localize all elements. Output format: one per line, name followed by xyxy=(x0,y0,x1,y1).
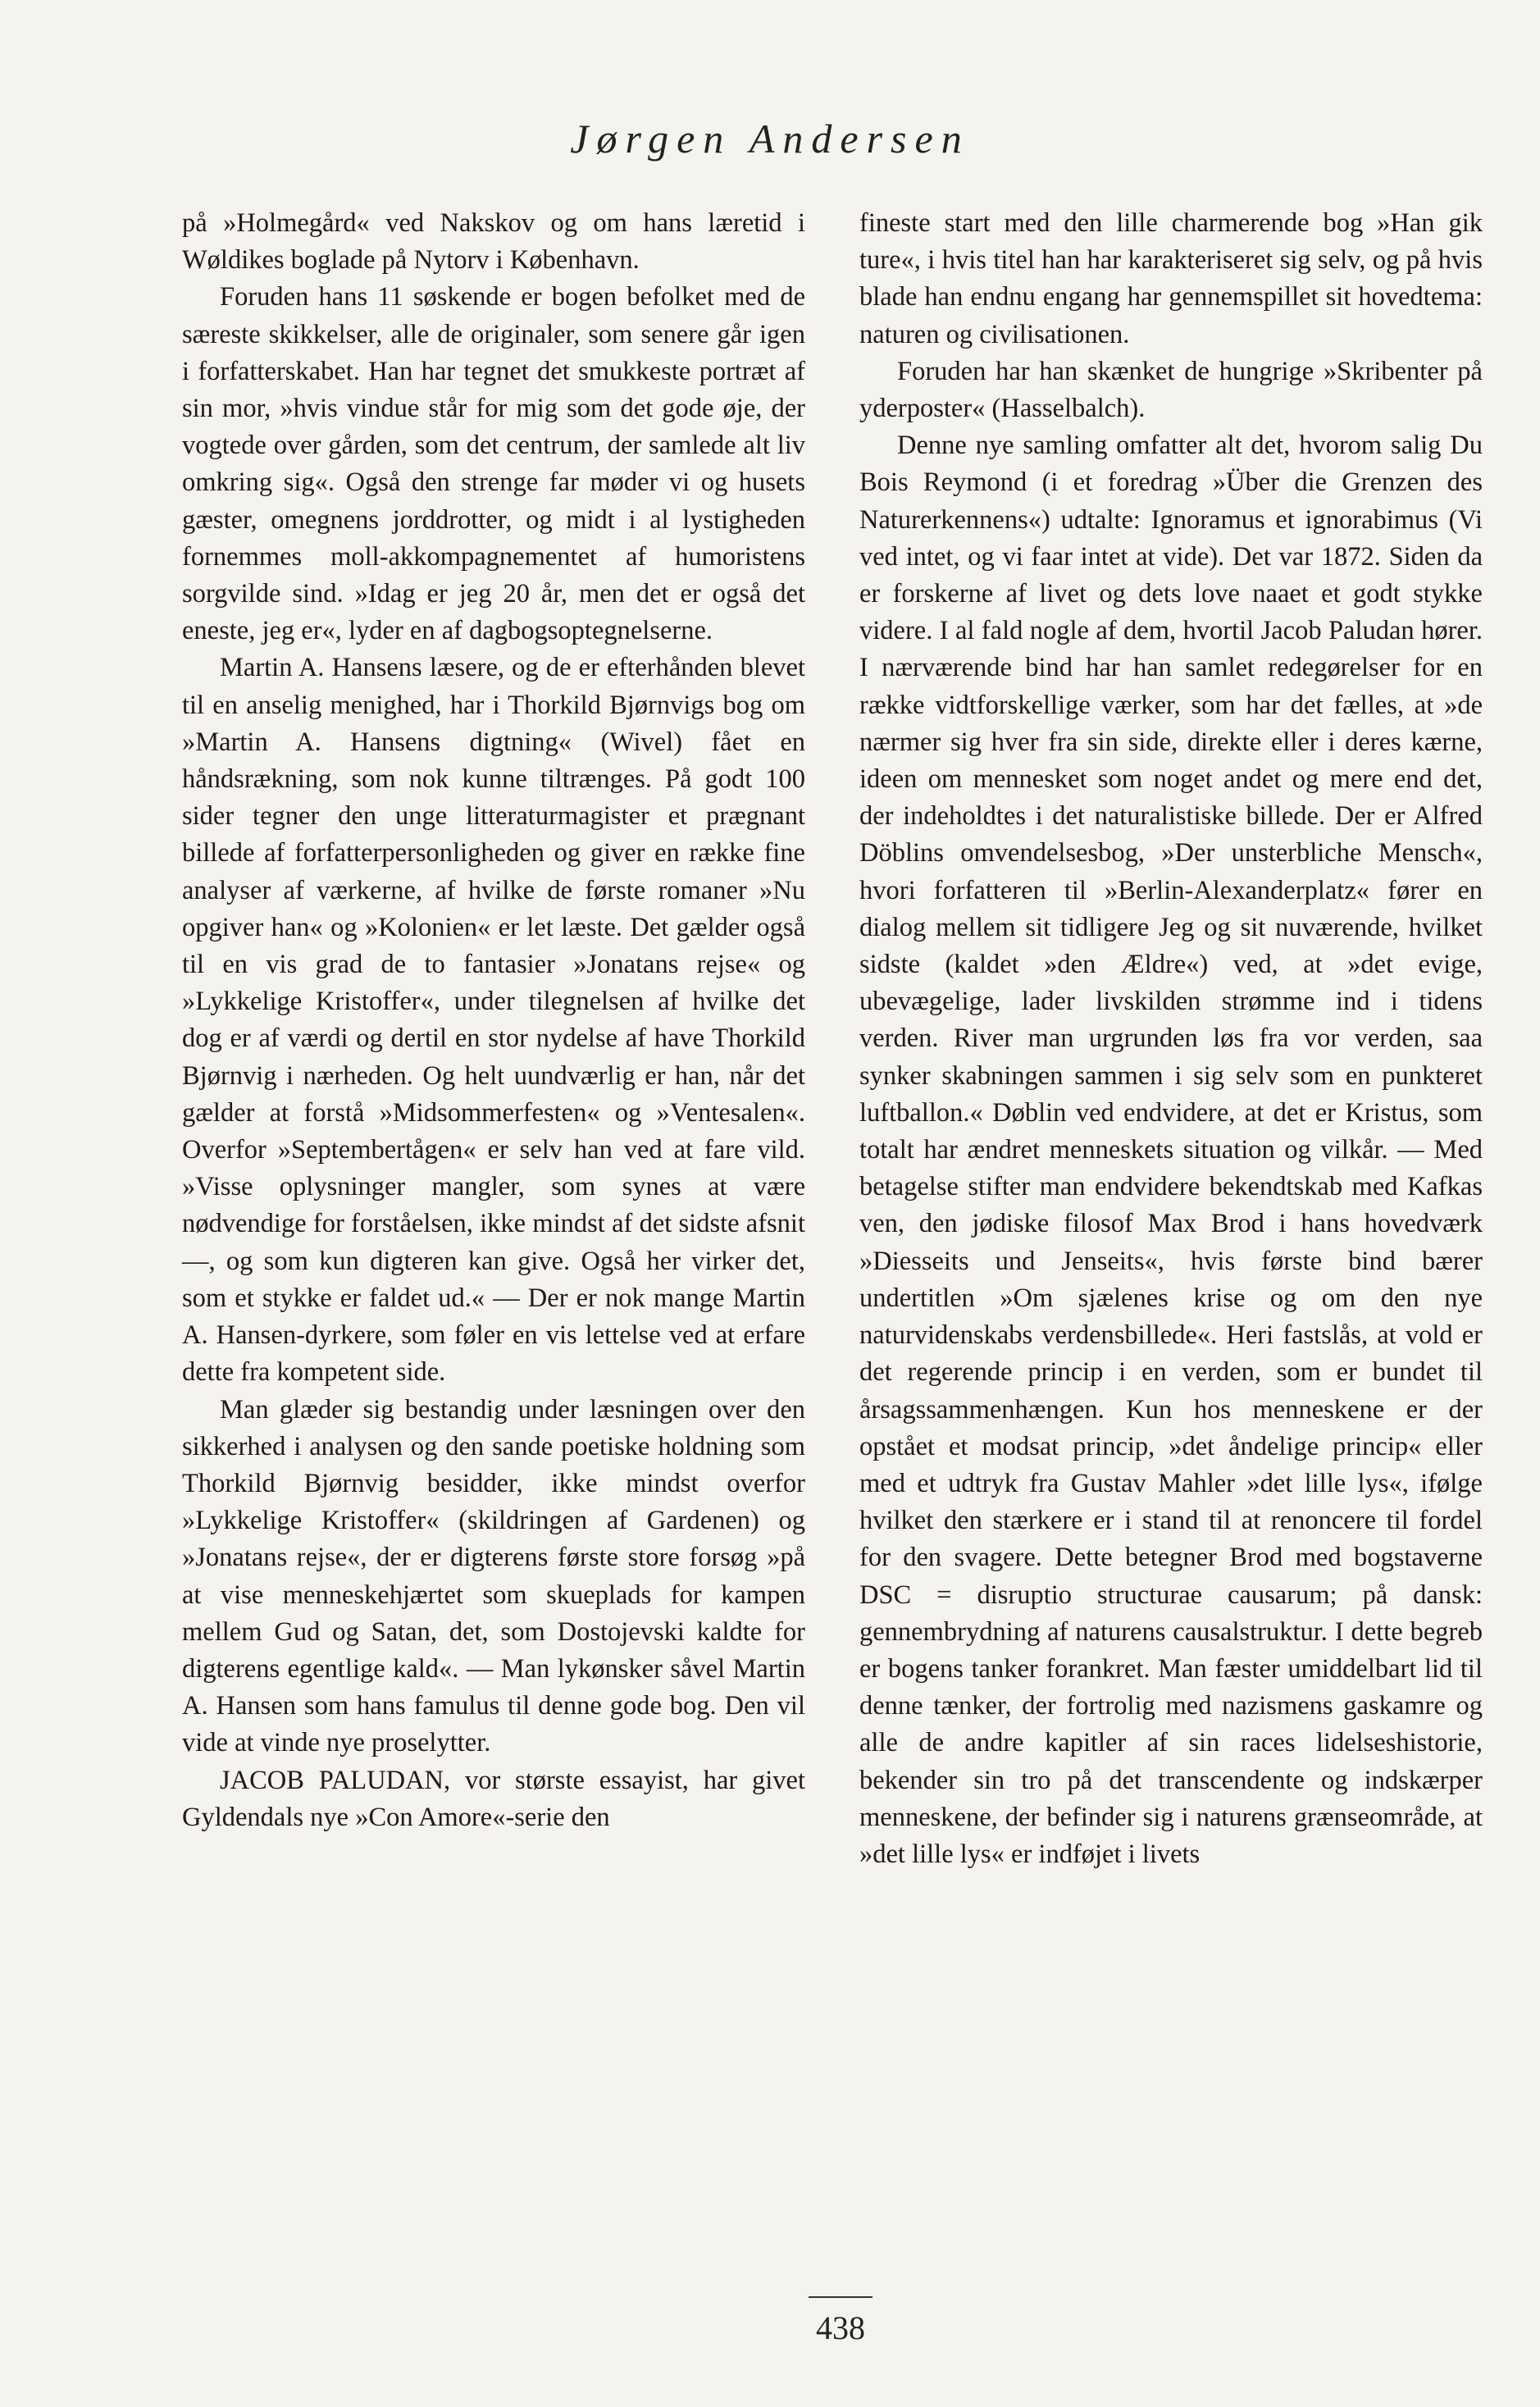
paragraph: Foruden hans 11 søskende er bogen befolket med de særeste skikkelser, alle de originaler, som senere går igen i forfatterskabet. Han har tegnet det smukkeste portræt af sin mor, »hvis vindue står for mig som det gode øje, der vogtede over gården, som det centrum, der samlede alt liv omkring sig«. Også den strenge far møder vi og husets gæster, omegnens jorddrotter, og midt i al lystigheden fornemmes moll-akkompagnementet af humoristens sorgvilde sind. »Idag er jeg 20 år, men det er også det eneste, jeg er«, lyder en af dagbogsoptegnelserne. xyxy=(182,282,805,646)
folio-rule xyxy=(809,2296,873,2298)
page-number: 438 xyxy=(816,2309,865,2346)
paragraph: JACOB PALUDAN, vor største essayist, har givet Gyldendals nye »Con Amore«-serie den xyxy=(182,1765,805,1832)
left-column xyxy=(182,205,805,1836)
paragraph: Foruden har han skænket de hungrige »Skribenter på yderposter« (Hasselbalch). xyxy=(859,356,1483,424)
paragraph: Denne nye samling omfatter alt det, hvorom salig Du Bois Reymond (i et foredrag »Über die Grenzen des Naturerkennens«) udtalte: Ignoramus et ignorabimus (Vi ved intet, og vi faar intet at vide). Det var 1872. Siden da er forskerne af livet og dets love naaet et godt stykke videre. I al fald nogle af dem, hvortil Jacob Paludan hører. I nærværende bind har han samlet redegørelser for en række vidtforskellige værker, som har det fælles, at »de nærmer sig hver fra sin side, direkte eller i deres kærne, ideen om mennesket som noget andet og mere end det, der indeholdtes i det naturalistiske billede. Der er Alfred Döblins omvendelsesbog, »Der unsterbliche Mensch«, hvori forfatteren til »Berlin-Alexanderplatz« fører en dialog mellem sit tidligere Jeg og sit nuværende, hvilket sidste (kaldet »den Ældre«) ved, at »det evige, ubevægelige, lader livskilden strømme ind i tidens verden. River man urgrunden løs fra vor verden, saa synker skabningen sammen i sig selv som en punkteret luftballon.« Døblin ved endvidere, at det er Kristus, som totalt har ændret menneskets situation og vilkår. — Med betagelse stifter man endvidere bekendtskab med Kafkas ven, den jødiske filosof Max Brod i hans hovedværk »Diesseits und Jenseits«, hvis første bind bærer undertitlen »Om sjælenes krise og om den nye naturvidenskabs verdensbillede«. Heri fastslås, at vold er det regerende princip i en verden, som er bundet til årsagssammenhængen. Kun hos menneskene er der opstået et modsat princip, »det åndelige princip« eller med et udtryk fra Gustav Mahler »det lille lys«, ifølge hvilket den stærkere er i stand til at renoncere til fordel for den svagere. Dette betegner Brod med bogstaverne DSC = disruptio structurae causarum; på dansk: gennembrydning af naturens causalstruktur. I dette begreb er bogens tanker forankret. Man fæster umiddelbart lid til denne tænker, der fortrolig med nazismens gaskamre og alle de andre kapitler af sin races lidelseshistorie, bekender sin tro på det transcendente og indskærper menneskene, der befinder sig i naturens grænseområde, at »det lille lys« er indføjet i livets xyxy=(859,431,1483,1869)
paragraph: på »Holmegård« ved Nakskov og om hans læretid i Wøldikes boglade på Nytorv i København. xyxy=(182,208,805,276)
right-column xyxy=(859,205,1483,1873)
paragraph: Man glæder sig bestandig under læsningen over den sikkerhed i analysen og den sande poetiske holdning som Thorkild Bjørnvig besidder, ikke mindst overfor »Lykkelige Kristoffer« (skildringen af Gardenen) og »Jonatans rejse«, der er digterens første store forsøg »på at vise menneskehjærtet som skueplads for kampen mellem Gud og Satan, det, som Dostojevski kaldte for digterens egentlige kald«. — Man lykønsker såvel Martin A. Hansen som hans famulus til denne gode bog. Den vil vide at vinde nye proselytter. xyxy=(182,1394,805,1758)
running-head: Jørgen Andersen xyxy=(570,116,970,162)
paragraph: fineste start med den lille charmerende bog »Han gik ture«, i hvis titel han har karakteriseret sig selv, og på hvis blade han endnu engang har gennemspillet sit hovedtema: naturen og civilisationen. xyxy=(859,208,1483,349)
paragraph: Martin A. Hansens læsere, og de er efterhånden blevet til en anselig menighed, har i Thorkild Bjørnvigs bog om »Martin A. Hansens digtning« (Wivel) fået en håndsrækning, som nok kunne tiltrænges. På godt 100 sider tegner den unge litteraturmagister et prægnant billede af forfatterpersonligheden og giver en række fine analyser af værkerne, af hvilke de første romaner »Nu opgiver han« og »Kolonien« er let læste. Det gælder også til en vis grad de to fantasier »Jonatans rejse« og »Lykkelige Kristoffer«, under tilegnelsen af hvilke det dog er af værdi og dertil en stor nydelse af have Thorkild Bjørnvig i nærheden. Og helt uundværlig er han, når det gælder at forstå »Midsommerfesten« og »Ventesalen«. Overfor »Septembertågen« er selv han ved at fare vild. »Visse oplysninger mangler, som synes at være nødvendige for forståelsen, ikke mindst af det sidste afsnit —, og som kun digteren kan give. Også her virker det, som et stykke er faldet ud.« — Der er nok mange Martin A. Hansen-dyrkere, som føler en vis lettelse ved at erfare dette fra kompetent side. xyxy=(182,653,805,1388)
